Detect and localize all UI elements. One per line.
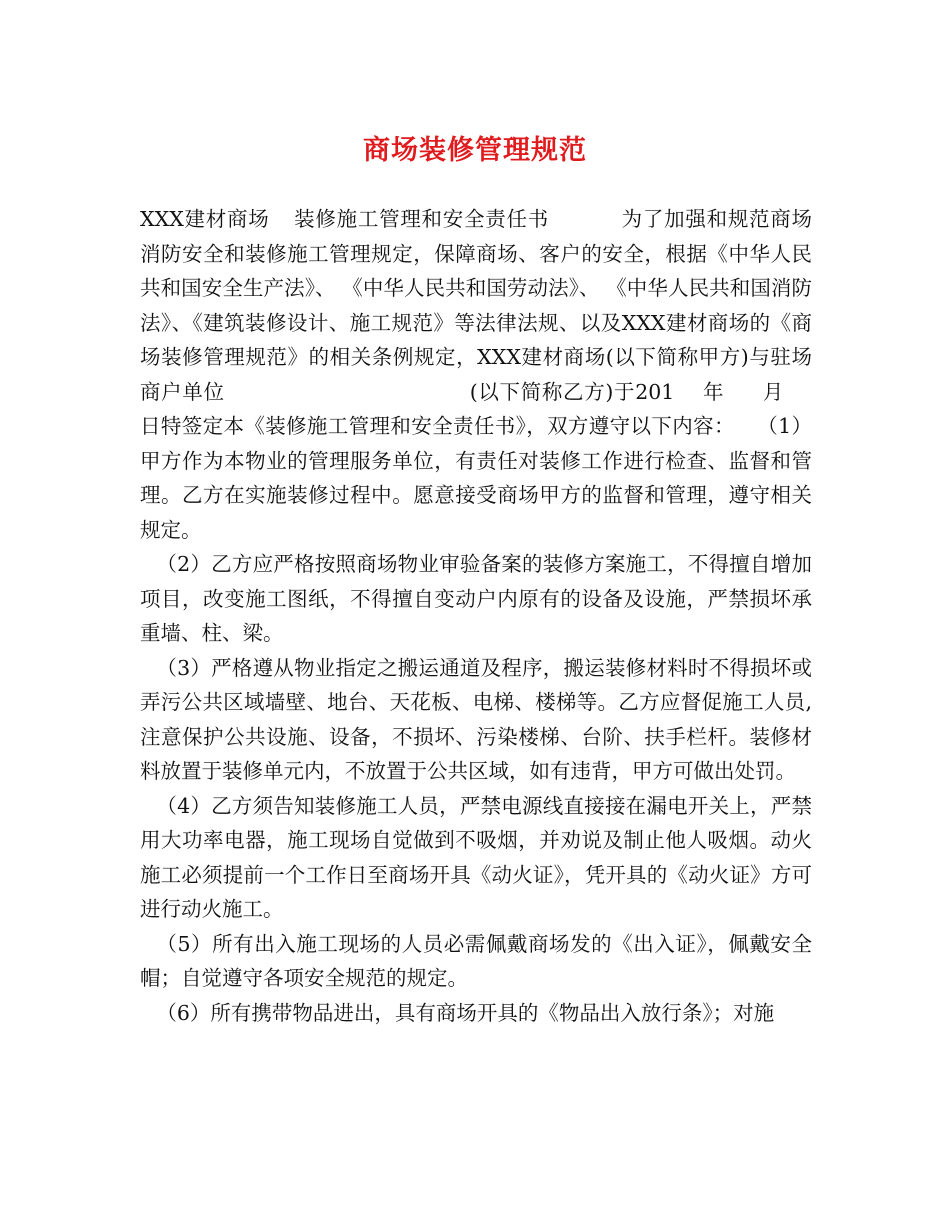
- intro-part-3: 为了加强和规范商场消防安全和装修施工管理规定，保障商场、客户的安全，根据《中华人民共和国安全生产法》、 《中华人民共和国劳动法》、 《中华人民共和国消防法》、《建筑装修设计、施工规范》等法律法规、以及XXX建材商场的《商场装修管理规范》的相关条例规定，XXX建材商场(以下简称甲方)与驻场商户单位: [140, 207, 813, 404]
- document-title: 商场装修管理规范: [363, 135, 587, 166]
- intro-paragraph: [140, 202, 812, 547]
- intro-part-2: 装修施工管理和安全责任书: [293, 207, 549, 231]
- clause-item-2: （2）乙方应严格按照商场物业审验备案的装修方案施工，不得擅自增加项目，改变施工图纸，不得擅自变动户内原有的设备及设施，严禁损坏承重墙、柱、梁。: [140, 552, 812, 645]
- intro-part-8: 日特签定本《装修施工管理和安全责任书》，双方遵守以下内容：: [140, 414, 735, 438]
- clause-item-5: （5）所有出入施工现场的人员必需佩戴商场发的《出入证》，佩戴安全帽；自觉遵守各项安全规范的规定。: [140, 931, 812, 990]
- clause-item-3: （3）严格遵从物业指定之搬运通道及程序，搬运装修材料时不得损坏或弄污公共区域墙壁、地台、天花板、电梯、楼梯等。乙方应督促施工人员,注意保护公共设施、设备，不损坏、污染楼梯、台阶、扶手栏杆。装修材料放置于装修单元内，不放置于公共区域，如有违背，甲方可做出处罚。: [140, 655, 812, 783]
- intro-part-6: 年: [702, 379, 725, 404]
- intro-part-7: 月: [762, 379, 785, 404]
- intro-part-4: (以下简称乙方)于: [469, 379, 636, 404]
- clause-item-4: （4）乙方须告知装修施工人员，严禁电源线直接接在漏电开关上，严禁用大功率电器，施工现场自觉做到不吸烟，并劝说及制止他人吸烟。动火施工必须提前一个工作日至商场开具《动火证》，凭开具的《动火证》方可进行动火施工。: [140, 793, 812, 921]
- intro-part-5: 201: [635, 379, 675, 404]
- document-body: [140, 202, 812, 1030]
- intro-part-1: XXX建材商场: [140, 207, 270, 231]
- intro-part-9: （1）甲方作为本物业的管理服务单位，有责任对装修工作进行检查、监督和管理。乙方在实施装修过程中。愿意接受商场甲方的监督和管理，遵守相关规定。: [140, 414, 812, 542]
- clause-item-6: （6）所有携带物品进出，具有商场开具的《物品出入放行条》；对施: [156, 1000, 775, 1025]
